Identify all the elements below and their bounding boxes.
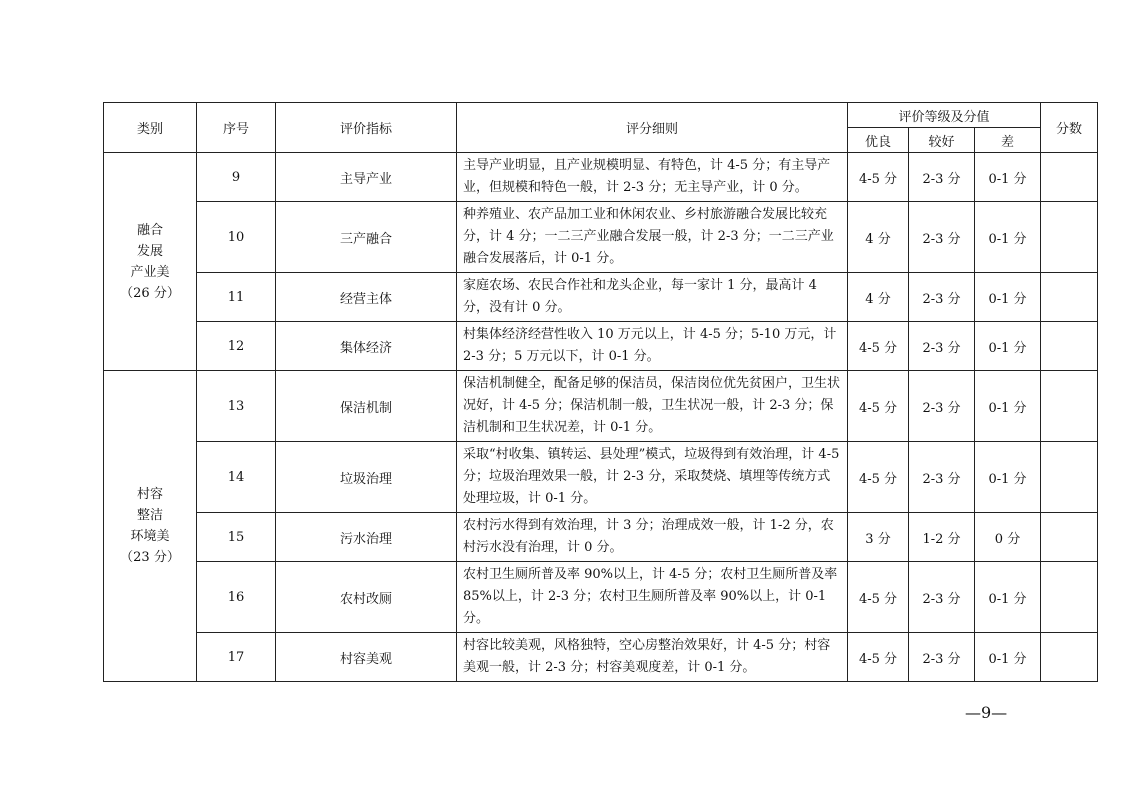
row-indicator: 主导产业: [276, 153, 457, 202]
row-detail: 家庭农场、农民合作社和龙头企业，每一家计 1 分，最高计 4 分，没有计 0 分。: [457, 273, 848, 322]
row-index: 9: [197, 153, 276, 202]
row-detail: 主导产业明显，且产业规模明显、有特色，计 4-5 分；有主导产业，但规模和特色一般，计 2-3 分；无主导产业，计 0 分。: [457, 153, 848, 202]
row-excellent: 4 分: [848, 202, 909, 273]
row-score: [1041, 562, 1098, 633]
table-row: [104, 202, 1098, 273]
category-line: （26 分）: [120, 285, 180, 301]
category-line: 环境美: [130, 529, 170, 544]
row-excellent: 4-5 分: [848, 442, 909, 513]
header-category: 类别: [104, 103, 197, 153]
row-score: [1041, 513, 1098, 562]
table-row: [104, 562, 1098, 633]
category-cell: [104, 371, 197, 682]
header-grade-good: 较好: [909, 128, 975, 153]
header-grade-poor: 差: [975, 128, 1041, 153]
row-poor: 0-1 分: [975, 153, 1041, 202]
row-indicator: 经营主体: [276, 273, 457, 322]
row-good: 2-3 分: [909, 202, 975, 273]
category-line: 村容: [136, 487, 163, 502]
row-poor: 0-1 分: [975, 371, 1041, 442]
row-good: 1-2 分: [909, 513, 975, 562]
row-detail: 村容比较美观，风格独特，空心房整治效果好，计 4-5 分；村容美观一般，计 2-3 分；村容美观度差，计 0-1 分。: [457, 633, 848, 682]
row-detail: 保洁机制健全，配备足够的保洁员，保洁岗位优先贫困户，卫生状况好，计 4-5 分；保洁机制一般，卫生状况一般，计 2-3 分；保洁机制和卫生状况差，计 0-1 分。: [457, 371, 848, 442]
category-line: 融合: [136, 222, 163, 238]
row-excellent: 4-5 分: [848, 562, 909, 633]
row-excellent: 4 分: [848, 273, 909, 322]
category-cell: [104, 153, 197, 371]
row-excellent: 4-5 分: [848, 633, 909, 682]
row-index: 13: [197, 371, 276, 442]
evaluation-table: [103, 102, 1098, 682]
row-score: [1041, 202, 1098, 273]
table-row: [104, 513, 1098, 562]
row-poor: 0 分: [975, 513, 1041, 562]
row-indicator: 农村改厕: [276, 562, 457, 633]
row-score: [1041, 322, 1098, 371]
table-row: [104, 633, 1098, 682]
row-good: 2-3 分: [909, 322, 975, 371]
table-row: [104, 153, 1098, 202]
row-detail: 村集体经济经营性收入 10 万元以上，计 4-5 分；5-10 万元，计 2-3 分；5 万元以下，计 0-1 分。: [457, 322, 848, 371]
row-poor: 0-1 分: [975, 273, 1041, 322]
row-indicator: 污水治理: [276, 513, 457, 562]
row-score: [1041, 371, 1098, 442]
header-score: 分数: [1041, 103, 1098, 153]
row-indicator: 保洁机制: [276, 371, 457, 442]
page-number: —9—: [965, 703, 1008, 722]
header-detail: 评分细则: [457, 103, 848, 153]
row-indicator: 村容美观: [276, 633, 457, 682]
row-index: 11: [197, 273, 276, 322]
category-line: 整洁: [136, 508, 163, 523]
row-poor: 0-1 分: [975, 562, 1041, 633]
header-grade-group: 评价等级及分值: [848, 103, 1041, 128]
row-excellent: 3 分: [848, 513, 909, 562]
header-grade-excellent: 优良: [848, 128, 909, 153]
row-indicator: 垃圾治理: [276, 442, 457, 513]
row-good: 2-3 分: [909, 153, 975, 202]
row-score: [1041, 633, 1098, 682]
row-index: 10: [197, 202, 276, 273]
row-detail: 农村卫生厕所普及率 90%以上，计 4-5 分；农村卫生厕所普及率 85%以上，计 2-3 分；农村卫生厕所普及率 90%以上，计 0-1 分。: [457, 562, 848, 633]
row-poor: 0-1 分: [975, 202, 1041, 273]
row-score: [1041, 153, 1098, 202]
row-good: 2-3 分: [909, 371, 975, 442]
row-index: 17: [197, 633, 276, 682]
row-poor: 0-1 分: [975, 633, 1041, 682]
row-good: 2-3 分: [909, 562, 975, 633]
row-detail: 种养殖业、农产品加工业和休闲农业、乡村旅游融合发展比较充分，计 4 分；一二三产业融合发展一般，计 2-3 分；一二三产业融合发展落后，计 0-1 分。: [457, 202, 848, 273]
header-index: 序号: [197, 103, 276, 153]
header-indicator: 评价指标: [276, 103, 457, 153]
category-line: （23 分）: [120, 550, 180, 565]
table-row: [104, 442, 1098, 513]
row-excellent: 4-5 分: [848, 371, 909, 442]
row-good: 2-3 分: [909, 442, 975, 513]
row-poor: 0-1 分: [975, 322, 1041, 371]
row-indicator: 三产融合: [276, 202, 457, 273]
row-good: 2-3 分: [909, 273, 975, 322]
row-detail: 农村污水得到有效治理，计 3 分；治理成效一般，计 1-2 分，农村污水没有治理，计 0 分。: [457, 513, 848, 562]
table-row: [104, 371, 1098, 442]
row-poor: 0-1 分: [975, 442, 1041, 513]
table-row: [104, 322, 1098, 371]
row-excellent: 4-5 分: [848, 322, 909, 371]
row-index: 15: [197, 513, 276, 562]
row-excellent: 4-5 分: [848, 153, 909, 202]
row-indicator: 集体经济: [276, 322, 457, 371]
row-score: [1041, 273, 1098, 322]
category-line: 发展: [136, 243, 163, 259]
category-line: 产业美: [130, 264, 170, 280]
table-row: [104, 273, 1098, 322]
row-index: 14: [197, 442, 276, 513]
row-detail: 采取“村收集、镇转运、县处理”模式，垃圾得到有效治理，计 4-5 分；垃圾治理效果一般，计 2-3 分，采取焚烧、填埋等传统方式处理垃圾，计 0-1 分。: [457, 442, 848, 513]
row-index: 12: [197, 322, 276, 371]
row-score: [1041, 442, 1098, 513]
row-index: 16: [197, 562, 276, 633]
row-good: 2-3 分: [909, 633, 975, 682]
